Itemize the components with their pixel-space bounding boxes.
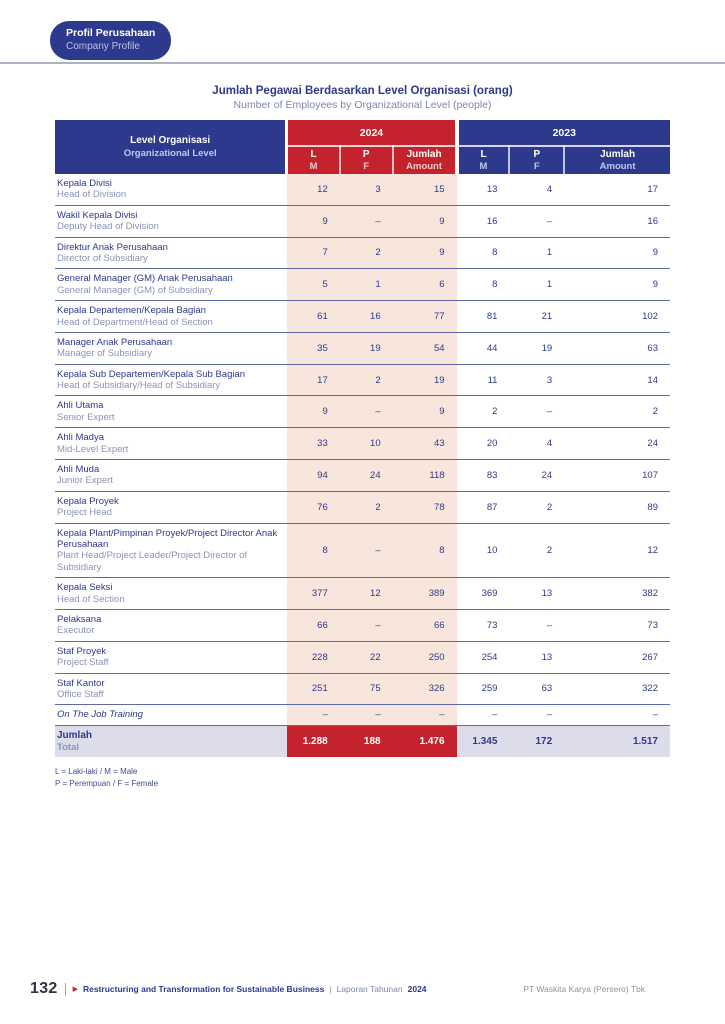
cell-2023-p: –: [509, 609, 564, 641]
cell-2023-p: –: [509, 396, 564, 428]
column-header-2024-l: L M: [287, 146, 340, 174]
footer-left: [30, 980, 427, 998]
row-label-en: Mid-Level Expert: [57, 443, 129, 455]
cell-2024-l: 33: [287, 428, 340, 460]
cell-2023-jumlah: 382: [564, 578, 670, 610]
table-row: [55, 491, 670, 523]
column-header-2023-jumlah: Jumlah Amount: [564, 146, 670, 174]
cell-2024-l: 9: [287, 396, 340, 428]
footer-divider: [65, 983, 66, 996]
cell-2024-jumlah: –: [393, 705, 457, 725]
row-label-en: Head of Division: [57, 189, 127, 201]
cell-2023-l: 8: [457, 237, 510, 269]
row-label-en: Junior Expert: [57, 475, 113, 487]
cell-2024-p: –: [340, 705, 393, 725]
cell-2024-jumlah: 9: [393, 205, 457, 237]
cell-2024-l: 377: [287, 578, 340, 610]
row-label: [55, 609, 287, 641]
cell-2023-jumlah: 12: [564, 523, 670, 578]
cell-2024-l: 251: [287, 673, 340, 705]
cell-2024-jumlah: 19: [393, 364, 457, 396]
row-label-id: General Manager (GM) Anak Perusahaan: [57, 273, 233, 285]
cell-2023-l: 20: [457, 428, 510, 460]
row-label-id: Kepala Plant/Pimpinan Proyek/Project Director Anak Perusahaan: [57, 527, 278, 550]
row-label-id: Kepala Seksi: [57, 582, 113, 594]
row-label-id: Kepala Divisi: [57, 178, 112, 189]
table-row: [55, 641, 670, 673]
cell-2024-jumlah: 250: [393, 641, 457, 673]
cell-2024-p: 24: [340, 460, 393, 492]
row-label-id: Ahli Muda: [57, 464, 100, 476]
cell-2024-p: 2: [340, 237, 393, 269]
section-badge-title: Profil Perusahaan: [66, 27, 156, 39]
row-label-id: Staf Kantor: [57, 677, 105, 689]
table-title-en: Number of Employees by Organizational Level (people): [233, 99, 492, 111]
cell-2024-p: 75: [340, 673, 393, 705]
cell-2024-p: 3: [340, 174, 393, 205]
row-label: [55, 332, 287, 364]
row-label-id: Kepala Proyek: [57, 495, 119, 507]
cell-2024-p: 2: [340, 364, 393, 396]
cell-2023-p: 1: [509, 237, 564, 269]
cell-2023-jumlah: 73: [564, 609, 670, 641]
cell-2023-l: 369: [457, 578, 510, 610]
cell-2023-jumlah: 14: [564, 364, 670, 396]
play-arrow-icon: ▶: [72, 986, 78, 993]
column-header-2023-p: P F: [509, 146, 564, 174]
row-label-en: Project Head: [57, 507, 112, 519]
row-label: [55, 237, 287, 269]
cell-2023-p: –: [509, 705, 564, 725]
cell-2023-l: 44: [457, 332, 510, 364]
cell-2024-jumlah: 43: [393, 428, 457, 460]
cell-2023-p: 13: [509, 641, 564, 673]
cell-2024-p: 19: [340, 332, 393, 364]
column-header-level: [55, 120, 287, 174]
cell-2023-jumlah: 24: [564, 428, 670, 460]
table-row: [55, 460, 670, 492]
cell-2024-l: 94: [287, 460, 340, 492]
row-label: [55, 460, 287, 492]
cell-2023-p: 4: [509, 174, 564, 205]
row-label-id: Ahli Madya: [57, 432, 104, 444]
cell-2023-p: 21: [509, 301, 564, 333]
table-row: [55, 673, 670, 705]
footer-company: PT Waskita Karya (Persero) Tbk: [523, 984, 645, 994]
row-label: [55, 269, 287, 301]
cell-2023-p: 4: [509, 428, 564, 460]
column-header-2024-jumlah: Jumlah Amount: [393, 146, 457, 174]
column-group-2024: 2024: [287, 120, 457, 146]
cell-2024-l: 9: [287, 205, 340, 237]
page-number: 132: [30, 980, 58, 997]
row-label-en: Head of Subsidiary/Head of Subsidiary: [57, 380, 221, 392]
row-label-en: Deputy Head of Division: [57, 221, 159, 233]
header-divider: [0, 62, 725, 64]
row-label-id: Kepala Sub Departemen/Kepala Sub Bagian: [57, 368, 246, 380]
cell-2023-jumlah: 322: [564, 673, 670, 705]
row-label-id: Staf Proyek: [57, 645, 107, 657]
total-2023-l: 1.345: [457, 725, 510, 757]
total-2023-jumlah: 1.517: [564, 725, 670, 757]
cell-2023-jumlah: 89: [564, 491, 670, 523]
row-label: [55, 523, 287, 578]
column-group-2023: 2023: [457, 120, 670, 146]
cell-2023-l: 13: [457, 174, 510, 205]
row-label-id: Pelaksana: [57, 613, 102, 625]
row-label: [55, 705, 287, 725]
cell-2024-l: 66: [287, 609, 340, 641]
cell-2024-l: 228: [287, 641, 340, 673]
cell-2024-l: 5: [287, 269, 340, 301]
table-row: [55, 205, 670, 237]
cell-2023-l: 10: [457, 523, 510, 578]
row-label-en: General Manager (GM) of Subsidiary: [57, 284, 213, 296]
row-label-en: Manager of Subsidiary: [57, 348, 153, 360]
row-label-en: Plant Head/Project Leader/Project Director of Subsidiary: [57, 550, 248, 573]
row-label-en: Project Staff: [57, 657, 109, 669]
column-header-level-id: Level Organisasi: [130, 135, 211, 146]
cell-2023-p: 2: [509, 491, 564, 523]
cell-2024-l: 8: [287, 523, 340, 578]
table-row: [55, 364, 670, 396]
table-row: [55, 237, 670, 269]
cell-2023-jumlah: 267: [564, 641, 670, 673]
table-row: [55, 578, 670, 610]
table-row: [55, 705, 670, 725]
cell-2024-jumlah: 389: [393, 578, 457, 610]
cell-2024-l: 12: [287, 174, 340, 205]
total-2024-l: 1.288: [287, 725, 340, 757]
row-label-en: Director of Subsidiary: [57, 252, 148, 264]
total-row: [55, 725, 670, 757]
row-label: [55, 364, 287, 396]
row-label-en: Office Staff: [57, 688, 104, 700]
table-row: [55, 523, 670, 578]
row-label: [55, 301, 287, 333]
section-badge: [50, 21, 171, 60]
table-row: [55, 269, 670, 301]
cell-2023-l: 11: [457, 364, 510, 396]
row-label-id: Manager Anak Perusahaan: [57, 336, 173, 348]
footnote-gender-l: L = Laki-laki / M = Male: [55, 767, 138, 777]
cell-2024-p: –: [340, 396, 393, 428]
cell-2023-l: 16: [457, 205, 510, 237]
page-footer: [0, 980, 725, 998]
header-group-row: [55, 120, 670, 146]
footer-report-title: Restructuring and Transformation for Sustainable Business: [83, 984, 325, 994]
column-header-level-en: Organizational Level: [123, 148, 217, 159]
cell-2024-p: 2: [340, 491, 393, 523]
cell-2023-p: 2: [509, 523, 564, 578]
cell-2024-jumlah: 54: [393, 332, 457, 364]
column-header-2024-p: P F: [340, 146, 393, 174]
cell-2023-l: 83: [457, 460, 510, 492]
row-label-en: Senior Expert: [57, 411, 115, 423]
total-2024-p: 188: [340, 725, 393, 757]
cell-2024-l: 35: [287, 332, 340, 364]
cell-2023-l: 87: [457, 491, 510, 523]
cell-2023-l: 73: [457, 609, 510, 641]
cell-2024-jumlah: 326: [393, 673, 457, 705]
row-label: [55, 174, 287, 205]
row-label-id: On The Job Training: [57, 709, 143, 721]
row-label: [55, 205, 287, 237]
cell-2023-l: 8: [457, 269, 510, 301]
table-body: [55, 174, 670, 725]
cell-2024-p: –: [340, 523, 393, 578]
cell-2023-jumlah: 17: [564, 174, 670, 205]
cell-2024-jumlah: 9: [393, 237, 457, 269]
row-label: [55, 673, 287, 705]
cell-2023-l: 254: [457, 641, 510, 673]
row-label-id: Direktur Anak Perusahaan: [57, 241, 168, 253]
cell-2024-l: 17: [287, 364, 340, 396]
cell-2023-l: 81: [457, 301, 510, 333]
cell-2024-p: –: [340, 205, 393, 237]
cell-2024-p: 22: [340, 641, 393, 673]
table-row: [55, 396, 670, 428]
cell-2024-jumlah: 66: [393, 609, 457, 641]
row-label: [55, 641, 287, 673]
cell-2024-p: 16: [340, 301, 393, 333]
cell-2024-jumlah: 77: [393, 301, 457, 333]
total-2023-p: 172: [509, 725, 564, 757]
total-row-label: Jumlah Total: [55, 725, 287, 757]
cell-2024-l: 7: [287, 237, 340, 269]
cell-2024-l: 76: [287, 491, 340, 523]
total-2024-jumlah: 1.476: [393, 725, 457, 757]
row-label: [55, 578, 287, 610]
cell-2024-l: –: [287, 705, 340, 725]
table-row: [55, 609, 670, 641]
table-row: [55, 428, 670, 460]
footer-report-year: 2024: [407, 984, 427, 994]
table-row: [55, 301, 670, 333]
row-label-id: Kepala Departemen/Kepala Bagian: [57, 305, 206, 317]
footer-separator: |: [329, 984, 332, 994]
cell-2023-jumlah: 63: [564, 332, 670, 364]
row-label-id: Wakil Kepala Divisi: [57, 209, 138, 221]
footnote-gender-p: P = Perempuan / F = Female: [55, 779, 159, 789]
cell-2023-p: 19: [509, 332, 564, 364]
cell-2024-jumlah: 6: [393, 269, 457, 301]
cell-2023-p: 63: [509, 673, 564, 705]
cell-2023-p: –: [509, 205, 564, 237]
table-title-block: [0, 85, 725, 111]
cell-2024-jumlah: 9: [393, 396, 457, 428]
row-label: [55, 491, 287, 523]
table-container: [55, 120, 670, 791]
cell-2023-jumlah: 2: [564, 396, 670, 428]
cell-2023-l: 2: [457, 396, 510, 428]
cell-2023-jumlah: 107: [564, 460, 670, 492]
cell-2023-l: –: [457, 705, 510, 725]
table-title-id: Jumlah Pegawai Berdasarkan Level Organisasi (orang): [212, 85, 513, 97]
table-row: [55, 174, 670, 205]
row-label: [55, 396, 287, 428]
cell-2023-p: 3: [509, 364, 564, 396]
cell-2023-jumlah: 16: [564, 205, 670, 237]
cell-2024-jumlah: 8: [393, 523, 457, 578]
cell-2024-p: –: [340, 609, 393, 641]
cell-2024-jumlah: 78: [393, 491, 457, 523]
cell-2023-jumlah: 9: [564, 269, 670, 301]
column-header-2023-l: L M: [457, 146, 510, 174]
cell-2023-p: 1: [509, 269, 564, 301]
cell-2023-p: 13: [509, 578, 564, 610]
row-label-en: Executor: [57, 625, 95, 637]
section-badge-subtitle: Company Profile: [66, 40, 140, 52]
cell-2024-p: 1: [340, 269, 393, 301]
table-row: [55, 332, 670, 364]
row-label-en: Head of Department/Head of Section: [57, 316, 213, 328]
cell-2023-jumlah: –: [564, 705, 670, 725]
cell-2024-jumlah: 15: [393, 174, 457, 205]
cell-2023-jumlah: 102: [564, 301, 670, 333]
cell-2024-p: 10: [340, 428, 393, 460]
cell-2023-p: 24: [509, 460, 564, 492]
cell-2023-l: 259: [457, 673, 510, 705]
table-footnotes: [55, 766, 670, 791]
cell-2024-p: 12: [340, 578, 393, 610]
row-label-en: Head of Section: [57, 593, 125, 605]
cell-2024-l: 61: [287, 301, 340, 333]
row-label: [55, 428, 287, 460]
employee-table: [55, 120, 670, 757]
cell-2024-jumlah: 118: [393, 460, 457, 492]
row-label-id: Ahli Utama: [57, 400, 104, 412]
cell-2023-jumlah: 9: [564, 237, 670, 269]
footer-report-subtitle: Laporan Tahunan: [336, 984, 403, 994]
